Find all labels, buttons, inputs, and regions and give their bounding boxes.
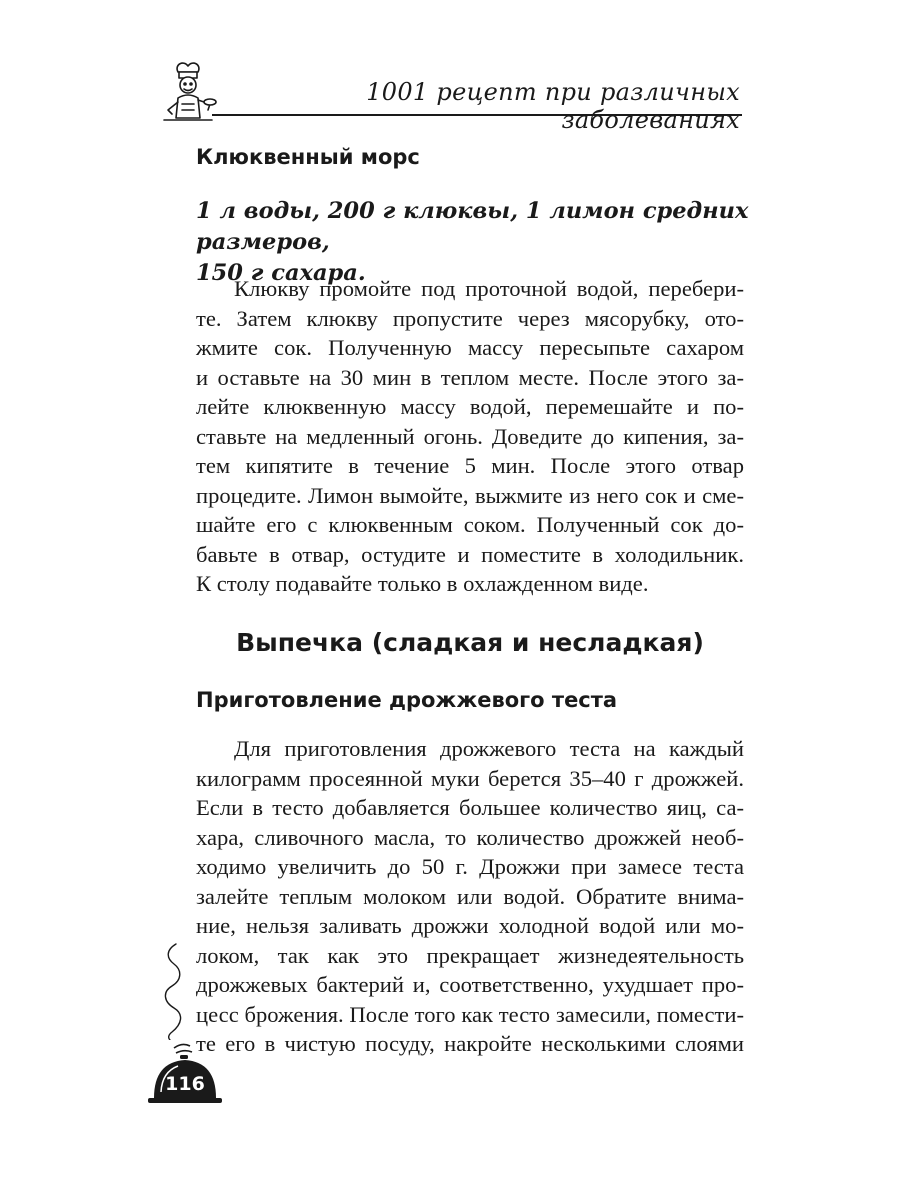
running-header-title: 1001 рецепт при различных заболеваниях (366, 78, 740, 134)
paragraph-line: Для приготовления дрожжевого теста на каждый (234, 736, 744, 761)
paragraph-line: К столу подавайте только в охлажденном виде. (196, 571, 649, 596)
paragraph-line: лейте клюквенную массу водой, перемешайте и по- (196, 394, 744, 419)
paragraph-line: Если в тесто добавляется большее количество яиц, са- (196, 795, 744, 820)
paragraph-line: те его в чистую посуду, накройте несколькими слоями (196, 1031, 744, 1056)
paragraph-line: килограмм просеянной муки берется 35–40 г дрожжей. (196, 765, 744, 791)
paragraph-line: и оставьте на 30 мин в теплом месте. После этого за- (196, 364, 744, 390)
steam-squiggle-icon (158, 940, 188, 1040)
ingredients-line: 150 г сахара. (196, 260, 366, 286)
paragraph-line: тем кипятите в течение 5 мин. После этого отвар (196, 453, 744, 478)
paragraph-line: залейте теплым молоком или водой. Обратите внима- (196, 883, 744, 909)
paragraph-line: ние, нельзя заливать дрожжи холодной водой или мо- (196, 913, 744, 938)
paragraph-line: бавьте в отвар, остудите и поместите в холодильник. (196, 541, 744, 567)
ingredients-line: 1 л воды, 200 г клюквы, 1 лимон средних размеров, (196, 198, 749, 255)
paragraph-line: ставьте на медленный огонь. Доведите до кипения, за- (196, 423, 744, 449)
paragraph-line: Клюкву промойте под проточной водой, перебери- (234, 276, 744, 301)
recipe-paragraph (196, 274, 744, 599)
paragraph-line: цесс брожения. После того как тесто замесили, помести- (196, 1001, 744, 1027)
paragraph-line: локом, так как это прекращает жизнедеятельность (196, 942, 744, 968)
paragraph-line: процедите. Лимон вымойте, выжмите из него сок и сме- (196, 482, 744, 508)
page-number: 116 (165, 1073, 205, 1095)
paragraph-line: дрожжевых бактерий и, соответственно, ухудшает про- (196, 972, 744, 997)
paragraph-line: ходимо увеличить до 50 г. Дрожжи при замесе теста (196, 854, 744, 879)
chef-illustration-icon (158, 60, 218, 122)
recipe-paragraph (196, 734, 744, 1059)
header-rule (212, 114, 742, 116)
chapter-heading: Выпечка (сладкая и несладкая) (236, 628, 704, 657)
recipe-heading: Приготовление дрожжевого теста (196, 688, 618, 712)
paragraph-line: хара, сливочного масла, то количество дрожжей необ- (196, 824, 744, 850)
recipe-heading: Клюквенный морс (196, 145, 420, 169)
paragraph-line: шайте его с клюквенным соком. Полученный сок до- (196, 512, 744, 537)
paragraph-line: те. Затем клюкву пропустите через мясорубку, ото- (196, 305, 744, 331)
paragraph-line: жмите сок. Полученную массу пересыпьте сахаром (196, 335, 744, 360)
